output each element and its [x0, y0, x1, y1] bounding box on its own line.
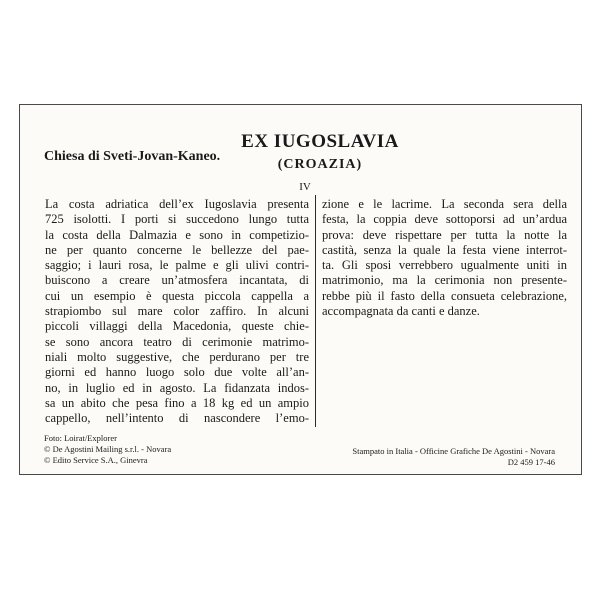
- text-line: niali molto suggestive, che perdurano per tre: [45, 349, 309, 364]
- text-line: castità, senza la quale la festa viene interrot-: [322, 242, 567, 257]
- text-line: accompagnata da canti e danze.: [322, 304, 480, 319]
- text-line: zione e le lacrime. La seconda sera della: [322, 197, 567, 211]
- copyright-line: © Edito Service S.A., Ginevra: [44, 455, 148, 465]
- postcard: [19, 104, 582, 475]
- page-number: IV: [299, 181, 311, 193]
- photo-credit: Foto: Loirat/Explorer: [44, 433, 117, 443]
- text-line: rebbe più il fasto della consueta celebrazione,: [322, 288, 567, 303]
- left-text-column: [45, 197, 309, 426]
- text-line: prova: deve rispettare per tutta la notte la: [322, 227, 567, 242]
- text-line: La costa adriatica dell’ex Iugoslavia presenta: [45, 197, 309, 211]
- text-line: cappello, nell’intento di nascondere l’emo-: [45, 411, 309, 426]
- photo-caption: Chiesa di Sveti-Jovan-Kaneo.: [44, 149, 221, 164]
- card-title: EX IUGOSLAVIA: [241, 131, 399, 152]
- text-line: giorni ed hanno luogo solo due volte all’an-: [45, 365, 309, 380]
- right-text-column: [322, 197, 567, 319]
- text-line: no, in luglio ed in agosto. La fidanzata indos-: [45, 380, 309, 395]
- text-line: cui un esempio è questa piccola cappella a: [45, 288, 309, 303]
- printer-line: Stampato in Italia - Officine Grafiche De Agostini - Novara: [352, 446, 555, 456]
- text-line: piccoli villaggi della Macedonia, queste chie-: [45, 319, 309, 334]
- text-line: matrimonio, ma la cerimonia non presente-: [322, 273, 567, 288]
- text-line: ne per quanto concerne le bellezze del pae-: [45, 242, 309, 257]
- copyright-line: © De Agostini Mailing s.r.l. - Novara: [44, 444, 172, 454]
- text-line: ta. Gli sposi verrebbero ugualmente uniti in: [322, 258, 567, 273]
- text-line: buiscono a creare un’atmosfera incantata, di: [45, 273, 309, 288]
- text-line: la costa della Dalmazia e sono in competizio-: [45, 227, 309, 242]
- text-line: sa un abito che pesa fino a 18 kg ed un ampio: [45, 395, 309, 410]
- text-line: festa, la coppia deve sottoporsi ad un’ardua: [322, 212, 567, 227]
- credits-left: [44, 433, 171, 466]
- column-divider: [315, 195, 316, 427]
- text-line: se sono ancora teatro di cerimonie matrimo-: [45, 334, 309, 349]
- text-line: saggio; i lauri rosa, le palme e gli ulivi contri-: [45, 258, 309, 273]
- credits-right: [352, 446, 555, 468]
- text-line: strapiombo sul mare color zaffiro. In alcuni: [45, 304, 309, 319]
- text-line: 725 isolotti. I porti si succedono lungo tutta: [45, 212, 309, 227]
- card-code: D2 459 17-46: [507, 457, 555, 467]
- card-subtitle: (CROAZIA): [277, 157, 363, 172]
